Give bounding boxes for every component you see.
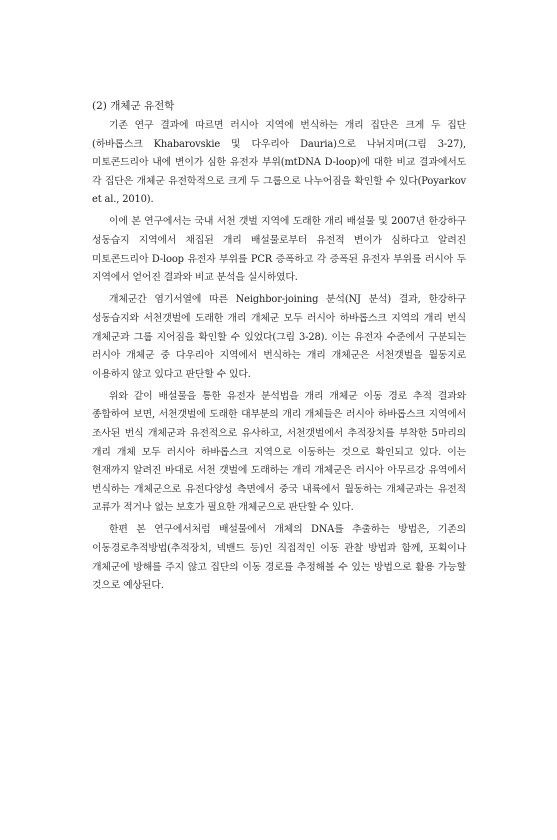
paragraph-synthesis: 위와 같이 배설물을 통한 유전자 분석법을 개리 개체군 이동 경로 추적 결과와 종합하여 보면, 서천갯벌에 도래한 대부분의 개리 개체들은 러시아 하바롭스크 지역에서 조사된 번식 개체군과 유전적으로 유사하고, 서천갯벌에서 추적장치를 부착한 5마리의 개리 개체 모두 러시아 하바롭스크 지역으로 이동하는 것으로 확인되고 있다. 이는 현재까지 알려진 바대로 서천 갯벌에 도래하는 개리 개체군은 러시아 아무르강 유역에서 번식하는 개체군으로 유전다양성 측면에서 중국 내륙에서 월동하는 개체군과는 유전적 교류가 적거나 없는 보호가 필요한 개체군으로 판단할 수 있다. — [92, 390, 466, 514]
section-heading: (2) 개체군 유전학 — [92, 100, 175, 112]
document-page — [92, 97, 466, 599]
paragraph-previous-research: 기존 연구 결과에 따르면 러시아 지역에 번식하는 개리 집단은 크게 두 집단(하바롭스크 Khabarovskie 및 다우리아 Dauria)으로 나뉘지며(그림 3-27), 미토콘드리아 내에 변이가 심한 유전자 부위(mtDNA D-loop)에 대한 비교 결과에서도 각 집단은 개체군 유전학적으로 크게 두 그룹으로 나누어짐을 확인할 수 있다(Poyarkov et al., 2010). — [92, 120, 466, 206]
paragraph-conclusion: 한편 본 연구에서처럼 배설물에서 개체의 DNA를 추출하는 방법은, 기존의 이동경로추적방법(추적장치, 넥밴드 등)인 직접적인 이동 관찰 방법과 함께, 포획이나 개체군에 방해를 주지 않고 집단의 이동 경로를 추정해볼 수 있는 방법으로 활용 가능할 것으로 예상된다. — [92, 524, 466, 592]
paragraph-nj-analysis: 개체군간 염기서열에 따른 Neighbor-joining 분석(NJ 분석) 결과, 한강하구 성동습지와 서천갯벌에 도래한 개리 개체군 모두 러시아 하바롭스크 지역의 개리 번식 개체군과 그룹 지어짐을 확인할 수 있었다(그림 3-28). 이는 유전자 수준에서 구분되는 러시아 개체군 중 다우리아 지역에서 번식하는 개리 개체군은 서천갯벌을 월동지로 이용하지 않고 있다고 판단할 수 있다. — [92, 294, 466, 380]
paragraph-study-method: 이에 본 연구에서는 국내 서천 갯벌 지역에 도래한 개리 배설물 및 2007년 한강하구 성동습지 지역에서 채집된 개리 배설물로부터 유전적 변이가 심하다고 알려진 미토콘드리아 D-loop 유전자 부위를 PCR 증폭하고 각 증폭된 유전자 부위를 러시아 두 지역에서 얻어진 결과와 비교 분석을 실시하였다. — [92, 216, 466, 284]
